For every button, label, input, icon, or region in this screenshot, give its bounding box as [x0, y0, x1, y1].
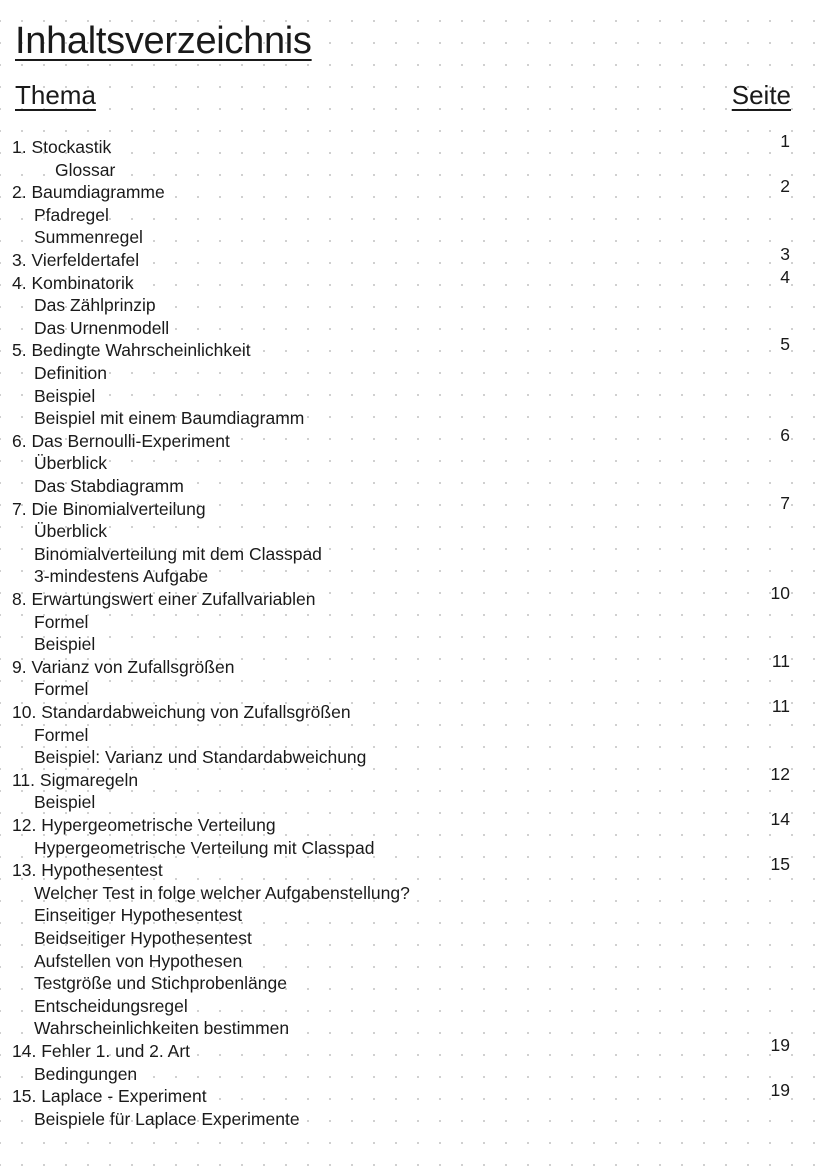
- toc-entry-label: 13. Hypothesentest: [12, 860, 163, 881]
- toc-entry-label: Das Stabdiagramm: [34, 476, 184, 496]
- toc-entry-label: Beispiel mit einem Baumdiagramm: [34, 408, 305, 429]
- toc-entry-label: 11. Sigmaregeln: [12, 769, 139, 790]
- toc-entry-label: Einseitiger Hypothesentest: [34, 905, 243, 926]
- toc-subsection: [0, 543, 828, 566]
- toc-entry-label: Definition: [34, 363, 107, 383]
- toc-page-number: 7: [780, 492, 790, 513]
- toc-entry-label: 12. Hypergeometrische Verteilung: [12, 815, 276, 835]
- toc-subsection: [0, 520, 828, 543]
- toc-entry-label: 9. Varianz von Zufallsgrößen: [12, 656, 235, 677]
- toc-subsection: [0, 204, 828, 227]
- toc-subsection: [0, 678, 828, 701]
- toc-entry-label: Beidseitiger Hypothesentest: [34, 928, 252, 948]
- toc-page-number: 2: [780, 176, 790, 197]
- toc-section: [0, 492, 828, 521]
- toc-entry-label: Glossar: [55, 159, 116, 180]
- toc-section: [0, 244, 828, 272]
- toc-subsection: [0, 1017, 828, 1040]
- toc-entry-label: Welcher Test in folge welcher Aufgabenstellung?: [34, 882, 410, 903]
- toc-entry-label: Beispiel: Varianz und Standardabweichung: [34, 747, 367, 768]
- toc-subsection: [0, 475, 828, 498]
- toc-entry-label: Binomialverteilung mit dem Classpad: [34, 543, 322, 564]
- toc-entry-label: Beispiel: [34, 792, 96, 813]
- toc-entry-label: Entscheidungsregel: [34, 995, 188, 1016]
- toc-entry-label: Beispiele für Laplace Experimente: [34, 1108, 300, 1129]
- toc-subsection: [0, 950, 828, 973]
- toc-subsection: [0, 226, 828, 249]
- toc-entry-label: Testgröße und Stichprobenlänge: [34, 973, 287, 994]
- toc-subsection: [0, 565, 828, 588]
- toc-section: [0, 650, 828, 679]
- toc-subsection: [0, 1063, 828, 1086]
- toc-page-number: 15: [770, 854, 790, 875]
- toc-entry-label: Beispiel: [34, 385, 96, 406]
- toc-subsection: [0, 1108, 828, 1131]
- toc-page-number: 14: [770, 809, 790, 829]
- toc-page-number: 1: [780, 131, 790, 151]
- toc-subsection: [0, 746, 828, 769]
- toc-page-number: 5: [780, 334, 790, 355]
- toc-section: [0, 696, 828, 724]
- toc-entry-label: Hypergeometrische Verteilung mit Classpad: [34, 837, 375, 858]
- toc-page-number: 4: [780, 266, 790, 287]
- toc-section: [0, 131, 828, 159]
- toc-section: [0, 854, 828, 882]
- toc-subsection: [0, 385, 828, 408]
- toc-entry-label: 2. Baumdiagramme: [12, 182, 165, 203]
- toc-section: [0, 763, 828, 792]
- toc-page-number: 12: [770, 763, 790, 784]
- toc-section: [0, 809, 828, 837]
- toc-page-number: 6: [780, 424, 790, 445]
- toc-subsection: [0, 452, 828, 475]
- toc-entry-label: Formel: [34, 611, 89, 632]
- toc-section: [0, 424, 828, 453]
- toc-entry-label: Das Urnenmodell: [34, 317, 170, 338]
- toc-subsection: [0, 972, 828, 995]
- toc-entry-label: 14. Fehler 1. und 2. Art: [12, 1041, 191, 1061]
- toc-entry-label: Bedingungen: [34, 1063, 138, 1084]
- toc-page-number: 19: [770, 1080, 790, 1101]
- toc-entry-label: Aufstellen von Hypothesen: [34, 950, 243, 971]
- toc-entry-label: 10. Standardabweichung von Zufallsgrößen: [12, 702, 351, 722]
- toc-section: [0, 266, 828, 295]
- toc-subsection: [0, 837, 828, 860]
- toc-subsection: [0, 317, 828, 340]
- toc-entry-label: 4. Kombinatorik: [12, 272, 134, 293]
- toc-entry-label: 6. Das Bernoulli-Experiment: [12, 430, 230, 451]
- toc-subsection: [0, 633, 828, 656]
- toc-page-number: 3: [780, 244, 790, 264]
- toc-page-number: 11: [771, 650, 790, 671]
- toc-subsection: [0, 904, 828, 927]
- toc-subsection: [0, 927, 828, 950]
- toc-subsection: [0, 362, 828, 385]
- page-title: Inhaltsverzeichnis: [15, 20, 312, 62]
- toc-entry-label: Formel: [34, 724, 89, 745]
- toc-subsection: [0, 294, 828, 317]
- toc-section: [0, 1035, 828, 1063]
- topic-column-header: Thema: [15, 80, 96, 110]
- toc-page-number: 11: [771, 696, 790, 716]
- toc-section: [0, 1080, 828, 1108]
- toc-subsection: [0, 159, 828, 182]
- toc-subsection: [0, 995, 828, 1018]
- toc-entry-label: Pfadregel: [34, 204, 109, 225]
- toc-section: [0, 583, 828, 611]
- toc-subsection: [0, 611, 828, 634]
- toc-entry-label: Formel: [34, 679, 89, 700]
- toc-entry-label: Beispiel: [34, 634, 96, 655]
- toc-subsection: [0, 407, 828, 430]
- toc-entry-label: 5. Bedingte Wahrscheinlichkeit: [12, 340, 251, 361]
- toc-entry-label: 3. Vierfeldertafel: [12, 250, 140, 270]
- toc-entry-label: Überblick: [34, 453, 107, 474]
- toc-subsection: [0, 882, 828, 905]
- toc-section: [0, 176, 828, 204]
- toc-page-number: 19: [770, 1035, 790, 1055]
- toc-entry-label: 7. Die Binomialverteilung: [12, 498, 206, 519]
- toc-subsection: [0, 724, 828, 747]
- toc-entry-label: 3-mindestens Aufgabe: [34, 566, 209, 587]
- toc-section: [0, 334, 828, 362]
- toc-entry-label: Überblick: [34, 521, 107, 542]
- toc-entry-label: 8. Erwartungswert einer Zufallvariablen: [12, 589, 316, 609]
- toc-page-number: 10: [770, 583, 790, 603]
- toc-subsection: [0, 791, 828, 814]
- page-column-header: Seite: [731, 80, 791, 110]
- toc-entry-label: Das Zählprinzip: [34, 295, 156, 316]
- toc-entry-label: Summenregel: [34, 227, 143, 248]
- toc-entry-label: Wahrscheinlichkeiten bestimmen: [34, 1018, 290, 1039]
- toc-entry-label: 15. Laplace - Experiment: [12, 1086, 207, 1107]
- toc-entry-label: 1. Stockastik: [12, 137, 112, 157]
